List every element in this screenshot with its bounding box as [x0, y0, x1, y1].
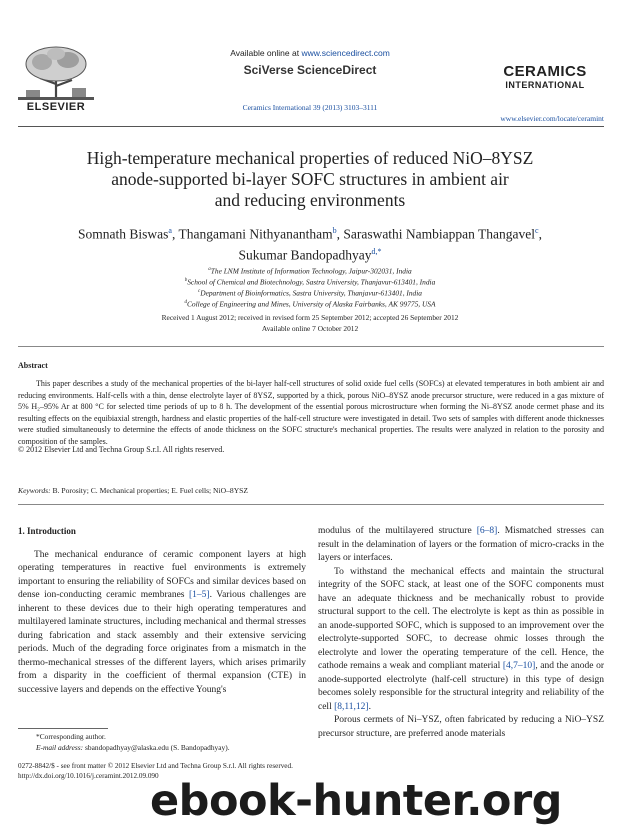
- abstract-copyright: © 2012 Elsevier Ltd and Techna Group S.r.l. All rights reserved.: [18, 445, 225, 454]
- citation-link[interactable]: [1–5]: [189, 590, 210, 600]
- text-run: .: [368, 701, 371, 712]
- citation-link[interactable]: [6–8]: [476, 526, 498, 536]
- keywords-label: Keywords:: [18, 486, 51, 495]
- author-affil-mark[interactable]: d,*: [371, 246, 382, 256]
- text-run: . Mismatched stresses can result in the delamination of layers or the formation of micro-cracks in the layers or interfaces.: [318, 526, 604, 563]
- author-name: Sukumar Bandopadhyay: [238, 247, 372, 262]
- journal-url-link[interactable]: www.elsevier.com/locate/ceramint: [500, 114, 604, 123]
- journal-logo-title: CERAMICS: [503, 63, 587, 80]
- paragraph: [318, 525, 604, 566]
- text-run: modulus of the multilayered structure: [318, 526, 477, 536]
- author-affil-mark[interactable]: b: [332, 226, 337, 235]
- email-value[interactable]: sbandopadhyay@alaska.edu (S. Bandopadhyay).: [85, 743, 230, 752]
- citation-link[interactable]: [8,11,12]: [334, 701, 369, 712]
- affiliation-mark: b: [184, 278, 188, 283]
- affiliation-text: Department of Bioinformatics, Sastra University, Thanjavur-613401, India: [200, 288, 422, 298]
- affiliation: [40, 297, 580, 309]
- section-heading: 1. Introduction: [18, 526, 76, 536]
- affiliation-mark: a: [208, 267, 211, 272]
- watermark: ebook-hunter.org: [150, 776, 562, 826]
- article-history: [40, 312, 580, 334]
- affiliation-mark: d: [184, 300, 187, 305]
- author-name: Somnath Biswas: [78, 226, 169, 242]
- journal-logo-subtitle: INTERNATIONAL: [505, 80, 585, 90]
- available-prefix: Available online at: [230, 48, 300, 58]
- sciencedirect-link[interactable]: www.sciencedirect.com: [301, 48, 390, 58]
- text-run: , and the anode or anode-supported electrolyte (half-cell structure) in this type of design becomes solely responsible for the structural integrity and reliability of the cell: [318, 661, 605, 712]
- platform-name: SciVerse ScienceDirect: [243, 63, 377, 77]
- author-email: [36, 743, 230, 752]
- text-run: The mechanical endurance of ceramic component layers at high operating temperatures in reactive fuel environments is extremely important to ensuring the reliability of SOFCs and similar devices based on dense ion-conducting ceramic membranes: [18, 549, 306, 600]
- affiliation-mark: c: [198, 289, 201, 294]
- available-online-line: [0, 48, 620, 58]
- author-affil-mark[interactable]: c: [535, 226, 539, 235]
- paragraph: [18, 549, 306, 698]
- title-line-2: anode-supported bi-layer SOFC structures in ambient air: [111, 169, 509, 189]
- keywords-list: B. Porosity; C. Mechanical properties; E. Fuel cells; NiO–8YSZ: [52, 486, 249, 495]
- paper-title: [40, 148, 580, 211]
- title-line-3: and reducing environments: [214, 190, 406, 210]
- publisher-name: ELSEVIER: [26, 101, 86, 113]
- author-list: Somnath Biswas$^a$, Thangamani Nithyanantham$^b$, Saraswathi Nambiappan Thangavel$^c$, Sukumar Bandopadhyay$^{d,*}$: [78, 226, 542, 262]
- body-column-right: [318, 525, 604, 741]
- text-run: To withstand the mechanical effects and maintain the structural integrity of the SOFC stack, at least one of the SOFC components must have an adequate thickness and be mechanically robust to provide structural support to the cell. The electrolyte is kept as thin as possible in an anode-supported SOFC, which is supposed to an improvement over the electrolyte-supported SOFC, to decrease ohmic losses through the electrolyte and lower the operating temperature of the cell. Hence, the cathode remains a weak and compliant material: [318, 566, 604, 671]
- paragraph: Porous cermets of Ni–YSZ, often fabricated by reducing a NiO–YSZ precursor structure, are preferred anode materials: [318, 715, 604, 739]
- email-label: E-mail address:: [36, 743, 84, 752]
- affiliation-text: School of Chemical and Biotechnology, Sastra University, Thanjavur-613401, India: [187, 277, 436, 287]
- abstract-top-divider: [18, 346, 604, 347]
- title-line-1: High-temperature mechanical properties of reduced NiO–8YSZ: [86, 148, 534, 168]
- citation-link[interactable]: [4,7–10]: [502, 661, 536, 671]
- issn-line: 0272-8842/$ - see front matter © 2012 Elsevier Ltd and Techna Group S.r.l. All rights reserved.: [18, 762, 293, 770]
- paragraph: [318, 566, 604, 715]
- keywords: [18, 486, 248, 495]
- author-affil-mark[interactable]: a: [168, 226, 172, 235]
- journal-reference[interactable]: Ceramics International 39 (2013) 3103–3111: [242, 103, 378, 112]
- abstract-heading: Abstract: [18, 361, 48, 370]
- affiliation-text: The LNM Institute of Information Technology, Jaipur-302031, India: [210, 266, 412, 276]
- header-divider: [18, 126, 604, 127]
- author-name: Saraswathi Nambiappan Thangavel: [343, 226, 536, 242]
- corresponding-author-note: *Corresponding author.: [36, 732, 106, 741]
- text-run: . Various challenges are inherent to these devices due to their high operating temperatures and multilayered laminate structures, including mechanical and thermal stresses during fabrication and stack assembly and their extensive servicing periods. Much of the degrading force originates from a mismatch in the thermo-mechanical stresses of the different layers, which arises primarily from a disparity in the coefficient of thermal expansion (CTE) in successive layers and depends on the effective Young's: [18, 590, 306, 695]
- footnote-divider: [18, 728, 108, 729]
- body-column-left: [18, 525, 306, 697]
- available-online-date: Available online 7 October 2012: [261, 324, 359, 333]
- author-name: Thangamani Nithyanantham: [178, 226, 333, 242]
- affiliation-text: College of Engineering and Mines, University of Alaska Fairbanks, AK 99775, USA: [186, 299, 436, 309]
- doi-link[interactable]: http://dx.doi.org/10.1016/j.ceramint.2012.09.090: [18, 772, 159, 780]
- body-top-divider: [18, 504, 604, 505]
- received-dates: Received 1 August 2012; received in revised form 25 September 2012; accepted 26 September 2012: [161, 313, 459, 322]
- abstract-text: This paper describes a study of the mechanical properties of the bi-layer half-cell structures of solid oxide fuel cells (SOFCs) at elevated temperatures in both ambient air and reducing environments. Half-cells with a thin, dense electrolyte layer of 8YSZ, supported by a thick, porous NiO–8YSZ anode precursor structure, were reduced in a gas mixture of 5% H₂–95% Ar at 800 °C for selected time periods of up to 8 h. The development of the essential porous microstructure when forming the Ni–8YSZ anode cermet phase and its resulting effects on the equibiaxial strength, hardness and elastic properties of the half-cell structure were investigated in detail. Two sets of samples with different anode thicknesses were studied simultaneously to determine the effects of anode thickness on the SOFC structure's mechanical properties. The results were analyzed in relation to the porosity and composition of the samples.: [18, 379, 604, 446]
